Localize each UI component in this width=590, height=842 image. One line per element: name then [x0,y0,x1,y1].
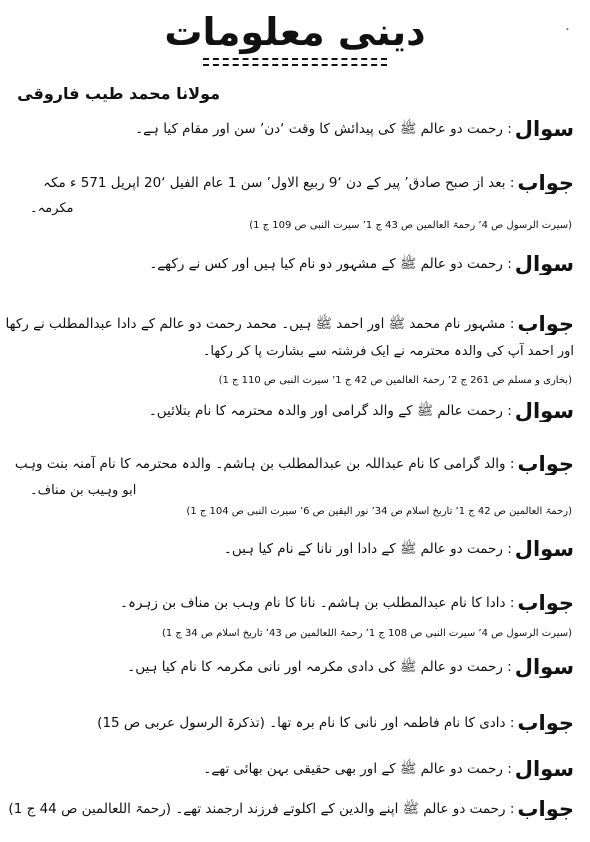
title-underline [203,58,387,60]
title-underline-2 [203,64,387,66]
question-label: سوال [514,400,574,422]
question-label: سوال [514,656,574,678]
page-title: دینی معلومات [164,10,426,54]
question-5 [127,656,574,678]
answer-text: : مشہور نام محمد ﷺ اور احمد ﷺ ہیں۔ محمد رحمت دو عالم کے دادا عبدالمطلب نے رکھا [5,316,515,332]
answer-text: : دادی کا نام فاطمہ اور نانی کا نام برہ تھا۔ (تذکرۃ الرسول عربی ص 15) [97,715,515,731]
question-text: : رحمت دو عالم ﷺ کی دادی مکرمہ اور نانی مکرمہ کا نام کیا ہیں۔ [127,659,512,675]
answer-label: جواب [517,798,574,820]
answer-1-continuation: مکرمہ۔ [30,201,74,216]
author-name: مولانا محمد طیب فاروقی [17,84,220,103]
answer-4 [120,592,574,614]
question-text: : رحمت عالم ﷺ کے والد گرامی اور والدہ محترمہ کا نام بتلائیں۔ [148,403,512,419]
answer-label: جواب [517,592,574,614]
answer-5 [97,712,574,734]
reference-1: (سیرت الرسول ص 4’ رحمۃ العالمین ص 43 ج 1’ سیرت النبی ص 109 ج 1) [249,220,572,231]
answer-text: : والد گرامی کا نام عبداللہ بن عبدالمطلب بن ہاشم۔ والدہ محترمہ کا نام آمنہ بنت وہب [14,456,515,472]
question-text: : رحمت دو عالم ﷺ کے مشہور دو نام کیا ہیں اور کس نے رکھے۔ [149,256,512,272]
answer-2-continuation: اور احمد آپ کی والدہ محترمہ نے ایک فرشتہ سے بشارت پا کر رکھا۔ [202,344,574,359]
reference-3: (رحمۃ العالمین ص 42 ج 1’ تاریخ اسلام ص 34’ نور الیقین ص 6’ سیرت النبی ص 104 ج 1) [186,506,572,517]
answer-label: جواب [517,172,574,194]
reference-2: (بخاری و مسلم ص 261 ج 2’ رحمۃ العالمین ص 42 ج 1’ سیرت النبی ص 110 ج 1) [218,375,572,386]
question-1 [135,118,574,140]
question-3 [149,400,574,422]
question-6 [203,758,574,780]
question-text: : رحمت دو عالم ﷺ کے دادا اور نانا کے نام کیا ہیں۔ [223,541,512,557]
answer-text: : رحمت دو عالم ﷺ اپنے والدین کے اکلوتے فرزند ارجمند تھے۔ (رحمۃ اللعالمین ص 44 ج 1) [8,801,515,817]
answer-3-continuation: ابو وہیب بن مناف۔ [30,483,137,498]
answer-1 [43,172,574,194]
reference-4: (سیرت الرسول ص 4’ سیرت النبی ص 108 ج 1’ رحمۃ اللعالمین ص 43’ تاریخ اسلام ص 34 ج 1) [161,628,572,639]
answer-text: : دادا کا نام عبدالمطلب بن ہاشم۔ نانا کا نام وہب بن مناف بن زہرہ۔ [120,595,515,611]
question-label: سوال [514,758,574,780]
question-2 [149,253,574,275]
question-label: سوال [514,253,574,275]
question-label: سوال [514,538,574,560]
answer-6 [8,798,574,820]
answer-text: : بعد از صبح صادق’ پیر کے دن ‘9 ربیع الاول’ سن 1 عام الفیل ‘20 اپریل 571 ء مکہ [43,175,515,191]
question-text: : رحمت دو عالم ﷺ کے اور بھی حقیقی بہن بھائی تھے۔ [203,761,512,777]
answer-3 [15,453,574,475]
answer-label: جواب [517,453,574,475]
question-text: : رحمت دو عالم ﷺ کی پیدائش کا وقت ‘دن’ سن اور مقام کیا ہے۔ [135,121,512,137]
answer-label: جواب [517,712,574,734]
answer-2 [6,313,574,335]
question-label: سوال [514,118,574,140]
answer-label: جواب [517,313,574,335]
question-4 [224,538,574,560]
